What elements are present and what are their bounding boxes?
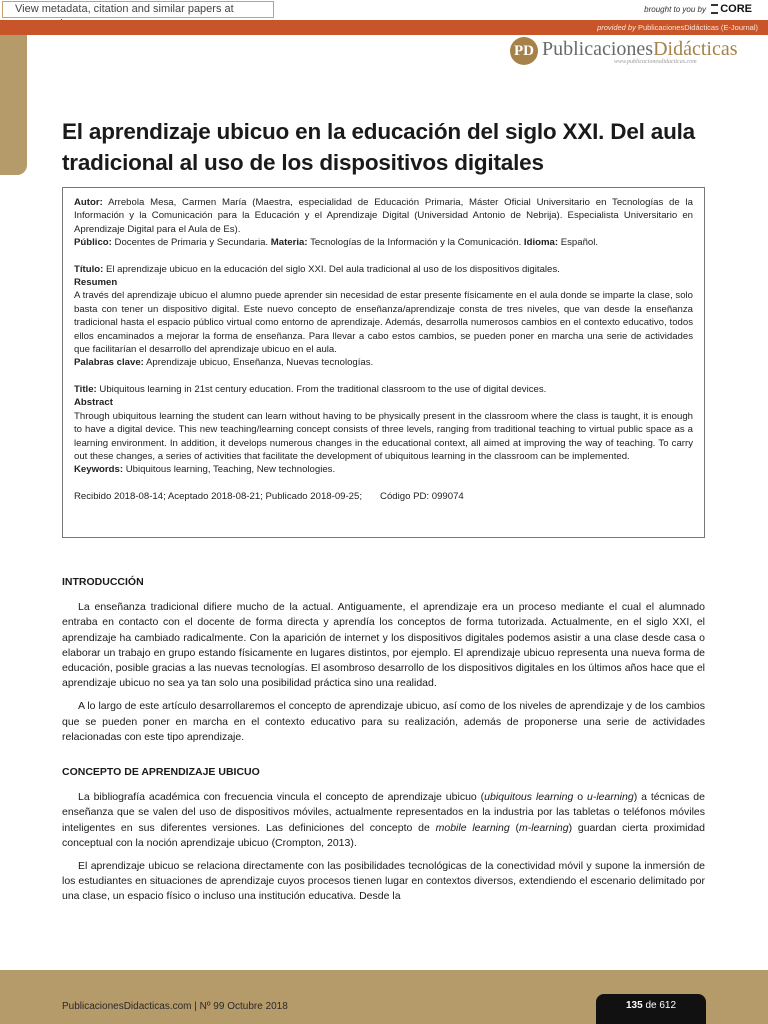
brought-by[interactable] xyxy=(644,3,752,15)
titulo-value: El aprendizaje ubicuo en la educación del siglo XXI. Del aula tradicional al uso de los dispositivos digitales. xyxy=(105,263,560,275)
resumen-heading xyxy=(74,276,693,289)
article-info-box xyxy=(62,187,705,538)
side-tab-decoration xyxy=(0,35,27,175)
provided-prefix: provided by xyxy=(597,23,638,32)
author-line xyxy=(74,196,693,236)
concept-p1-d: ( xyxy=(509,821,519,834)
concept-p1-i4: m-learning xyxy=(518,821,569,834)
logo-url: www.publicacionesdidacticas.com xyxy=(614,59,697,65)
intro-heading: INTRODUCCIÓN xyxy=(62,576,144,588)
palabras-label: Palabras clave: xyxy=(74,357,144,369)
concept-p1-e: ) guardan cierta proximidad conceptual con la noción aprendizaje ubicuo (Crompton, 2013). xyxy=(62,821,705,849)
brought-by-text: brought to you by xyxy=(644,5,706,14)
core-label: CORE xyxy=(720,3,752,15)
concept-p1-b: o xyxy=(573,791,587,804)
titulo-label: Título: xyxy=(74,263,104,275)
article-title: El aprendizaje ubicuo en la educación del siglo XXI. Del aula tradicional al uso de los dispositivos digitales xyxy=(62,119,695,175)
page-footer xyxy=(0,970,768,1024)
resumen-label: Resumen xyxy=(74,277,118,289)
keywords-line xyxy=(74,463,693,476)
idioma-value: Español. xyxy=(560,237,599,249)
concept-p1-i1: ubiquitous learning xyxy=(484,791,574,804)
titulo-line xyxy=(74,263,693,276)
concept-paragraph-1 xyxy=(62,790,705,851)
provided-by-bar xyxy=(0,20,768,35)
concept-p1-i3: mobile learning xyxy=(435,821,510,834)
page-number: 135 xyxy=(625,1000,643,1011)
article-body xyxy=(62,575,705,913)
idioma-label: Idioma: xyxy=(523,237,559,249)
autor-label: Autor: xyxy=(74,197,103,208)
page-total: de 612 xyxy=(645,1000,677,1011)
intro-paragraph-1: La enseñanza tradicional difiere mucho de la actual. Antiguamente, el aprendizaje era un proceso mediante el cual el alumnado entraba en contacto con el docente de forma directa y aprendía los conceptos de forma tutorizada. Actualmente, en el siglo XXI, el aprendizaje ha cambiado radicalmente. Con la aparición de internet y los dispositivos digitales podemos asistir a una clase desde casa o elaborar un trabajo en grupo estando físicamente en lugares distintos, por ejemplo. El aprendizaje ubicuo representa una nueva forma de educación, posible gracias a las nuevas tecnologías. El asombroso desarrollo de los dispositivos digitales en los últimos años hace que el aprendizaje ubicuo no sea ya tan solo una posibilidad práctica sino una realidad. xyxy=(62,601,705,690)
logo-name xyxy=(542,38,738,61)
keywords-value: Ubiquitous learning, Teaching, New technologies. xyxy=(125,464,336,476)
autor-value: Arrebola Mesa, Carmen María (Maestra, especialidad de Educación Primaria, Máster Oficial Universitario en Tecnologías de la Información y la Comunicación para la Educación y el Aprendizaje Digital (Universidad Antonio de Nebrija). Especialista Universitario en Aprendizaje Digital para el Aula de Es). xyxy=(74,197,693,235)
concept-paragraph-2: El aprendizaje ubicuo se relaciona directamente con las posibilidades tecnológicas de la conectividad móvil y supone la inmersión de los estudiantes en situaciones de aprendizaje cuyos procesos tienen lugar en contextos diversos, extendiendo el escenario delimitado por una clase, un espacio físico o incluso una institución educativa. Desde la xyxy=(62,860,705,903)
concept-p1-c: ) a técnicas de enseñanza que se valen del uso de dispositivos móviles, actualmente representados en la industria por las tabletas o teléfonos móviles inteligentes en sus diferentes versiones. Las definiciones del concepto de xyxy=(62,791,705,834)
metadata-box xyxy=(2,1,274,18)
core-logo-icon xyxy=(711,4,718,14)
logo-name-b: Didácticas xyxy=(653,38,738,60)
palabras-value: Aprendizaje ubicuo, Enseñanza, Nuevas tecnologías. xyxy=(146,357,374,369)
journal-info: PublicacionesDidacticas.com | Nº 99 Octubre 2018 xyxy=(62,1001,288,1012)
resumen-text: A través del aprendizaje ubicuo el alumno puede aprender sin necesidad de estar presente físicamente en el aula donde se imparte la clase, solo basta con tener un dispositivo digital. Este nuevo concepto de enseñanza/aprendizaje consta de tres niveles, que van desde la enseñanza tradicional hasta el espacio público virtual como entorno de aprendizaje. Además, desarrolla numerosos cambios en el contexto educativo, todos ellos encaminados a mejorar la forma de enseñanza. Para llevar a cabo estos cambios, se pueden poner en marcha una serie de actividades que facilitarían el desarrollo del aprendizaje ubicuo en el aula. xyxy=(74,290,693,356)
abstract-text: Through ubiquitous learning the student can learn without having to be physically present in the classroom where the class is taught, it is enough to have a digital device. This new teaching/learning concept consists of three levels, ranging from traditional teaching to virtual public space as a learning environment. In addition, it develops numerous changes in the educational context, all aimed at improving the way of teaching. To carry out these changes, a series of activities that facilitate the development of ubiquitous learning in the classroom can be implemented. xyxy=(74,410,693,462)
palabras-line xyxy=(74,356,693,369)
codigo-value: Código PD: 099074 xyxy=(380,490,464,502)
intro-paragraph-2: A lo largo de este artículo desarrollaremos el concepto de aprendizaje ubicuo, así como de los niveles de aprendizaje y de los cambios que se pueden poner en marcha en el contexto educativo para su realización, además de proponerse una serie de actividades relacionadas con este tipo aprendizaje. xyxy=(62,700,705,743)
concept-p1-i2: u-learning xyxy=(587,791,634,804)
materia-value: Tecnologías de la Información y la Comunicación. xyxy=(310,237,522,249)
abstract-label: Abstract xyxy=(74,397,113,409)
abstract-heading xyxy=(74,396,693,409)
dates-line xyxy=(74,490,693,503)
title-en-line xyxy=(74,383,693,396)
dates-value: Recibido 2018-08-14; Aceptado 2018-08-21; Publicado 2018-09-25; xyxy=(74,490,363,502)
publico-value: Docentes de Primaria y Secundaria. xyxy=(114,237,269,249)
concept-p1-a: La bibliografía académica con frecuencia vincula el concepto de aprendizaje ubicuo ( xyxy=(78,791,485,804)
provided-by-text xyxy=(597,20,758,35)
audience-line xyxy=(74,236,693,249)
logo-name-a: Publicaciones xyxy=(542,38,654,60)
pd-logo-icon: PD xyxy=(510,37,538,65)
page-number-box xyxy=(596,994,706,1024)
title-en-label: Title: xyxy=(74,383,97,395)
metadata-text: View metadata, citation and similar papers at xyxy=(15,3,234,15)
core-banner xyxy=(0,0,768,21)
keywords-label: Keywords: xyxy=(74,464,124,476)
materia-label: Materia: xyxy=(270,237,308,249)
provided-source[interactable]: PublicacionesDidácticas (E-Journal) xyxy=(637,23,758,32)
publico-label: Público: xyxy=(74,237,112,249)
concept-heading: CONCEPTO DE APRENDIZAJE UBICUO xyxy=(62,766,260,779)
title-en-value: Ubiquitous learning in 21st century education. From the traditional classroom to the use of digital devices. xyxy=(99,383,547,395)
